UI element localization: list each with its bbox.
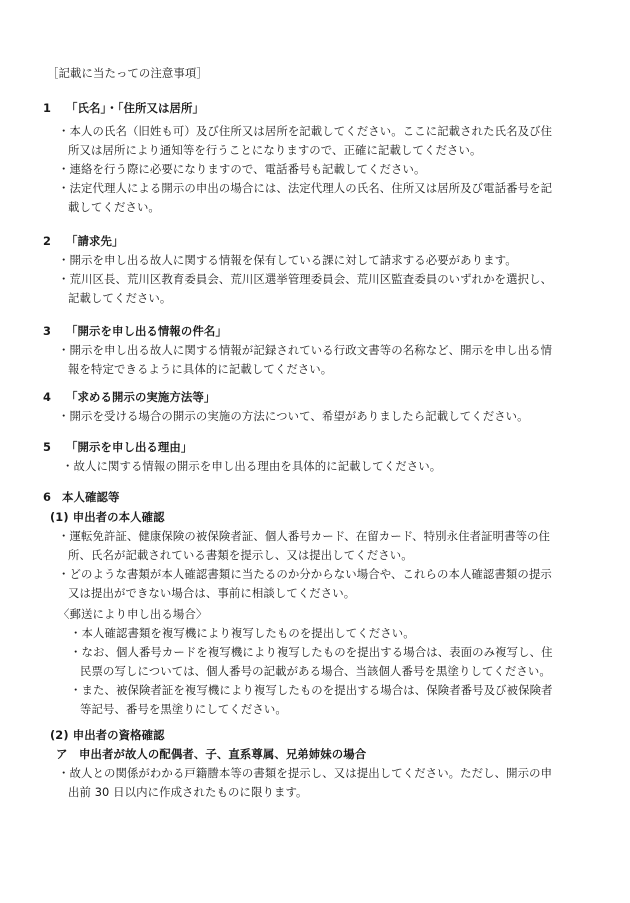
section-6-1-mail-item-3-line-1: ・また、被保険者証を複写機により複写したものを提出する場合は、保険者番号及び被保険者: [70, 683, 553, 697]
section-6-1-item-1-line-1: ・運転免許証、健康保険の被保険者証、個人番号カード、在留カード、特別永住者証明書等の住: [58, 529, 551, 543]
section-6-1-mail-heading: 〈郵送により申し出る場合〉: [58, 607, 208, 621]
section-1-item-1-line-1: ・本人の氏名（旧姓も可）及び住所又は居所を記載してください。ここに記載された氏名及び住: [58, 124, 553, 138]
section-1-number: 1: [43, 101, 52, 115]
section-2-title: 「請求先」: [66, 234, 124, 248]
section-4-item-1: ・開示を受ける場合の開示の実施の方法について、希望がありましたら記載してください。: [58, 409, 529, 423]
section-1-item-3-line-2: 載してください。: [68, 200, 160, 214]
section-1-title: 「氏名」・「住所又は居所」: [66, 101, 204, 115]
section-6-1-item-2-line-2: 又は提出ができない場合は、事前に相談してください。: [68, 586, 356, 600]
section-6-1-mail-item-1: ・本人確認書類を複写機により複写したものを提出してください。: [70, 626, 415, 640]
section-6-2-title: (2) 申出者の資格確認: [50, 728, 165, 742]
section-2-number: 2: [43, 234, 52, 248]
section-6-1-mail-item-2-line-1: ・なお、個人番号カードを複写機により複写したものを提出する場合は、表面のみ複写し、住: [70, 645, 553, 659]
section-5-title: 「開示を申し出る理由」: [66, 440, 193, 454]
section-6-2-a-title: ア 申出者が故人の配偶者、子、直系尊属、兄弟姉妹の場合: [56, 747, 367, 761]
document-header: ［記載に当たっての注意事項］: [47, 66, 208, 80]
section-3-title: 「開示を申し出る情報の件名」: [66, 324, 227, 338]
section-2-item-2-line-2: 記載してください。: [68, 291, 172, 305]
section-6-2-a-item-1-line-2: 出前 30 日以内に作成されたものに限ります。: [68, 785, 308, 799]
section-6-1-mail-item-3-line-2: 等記号、番号を黒塗りにしてください。: [80, 702, 287, 716]
section-6-title: 本人確認等: [62, 490, 120, 504]
section-5-item-1: ・故人に関する情報の開示を申し出る理由を具体的に記載してください。: [62, 459, 442, 473]
section-2-item-2-line-1: ・荒川区長、荒川区教育委員会、荒川区選挙管理委員会、荒川区監査委員のいずれかを選択し、: [58, 272, 553, 286]
section-1-item-3-line-1: ・法定代理人による開示の申出の場合には、法定代理人の氏名、住所又は居所及び電話番号を記: [58, 181, 553, 195]
section-3-item-1-line-2: 報を特定できるように具体的に記載してください。: [68, 362, 333, 376]
section-6-number: 6: [43, 490, 52, 504]
section-3-number: 3: [43, 324, 52, 338]
section-5-number: 5: [43, 440, 52, 454]
section-4-number: 4: [43, 390, 52, 404]
section-1-item-2: ・連絡を行う際に必要になりますので、電話番号も記載してください。: [58, 162, 426, 176]
section-3-item-1-line-1: ・開示を申し出る故人に関する情報が記録されている行政文書等の名称など、開示を申し出る情: [58, 343, 553, 357]
section-6-1-title: (1) 申出者の本人確認: [50, 510, 165, 524]
section-6-2-a-item-1-line-1: ・故人との関係がわかる戸籍謄本等の書類を提示し、又は提出してください。ただし、開示の申: [58, 766, 553, 780]
section-1-item-1-line-2: 所又は居所により通知等を行うことになりますので、正確に記載してください。: [68, 143, 482, 157]
section-4-title: 「求める開示の実施方法等」: [66, 390, 216, 404]
section-6-1-item-2-line-1: ・どのような書類が本人確認書類に当たるのか分からない場合や、これらの本人確認書類の提示: [58, 567, 552, 581]
section-6-1-mail-item-2-line-2: 民票の写しについては、個人番号の記載がある場合、当該個人番号を黒塗りしてください。: [80, 664, 551, 678]
section-2-item-1: ・開示を申し出る故人に関する情報を保有している課に対して請求する必要があります。: [58, 253, 517, 267]
section-6-1-item-1-line-2: 所、氏名が記載されている書類を提示し、又は提出してください。: [68, 548, 413, 562]
